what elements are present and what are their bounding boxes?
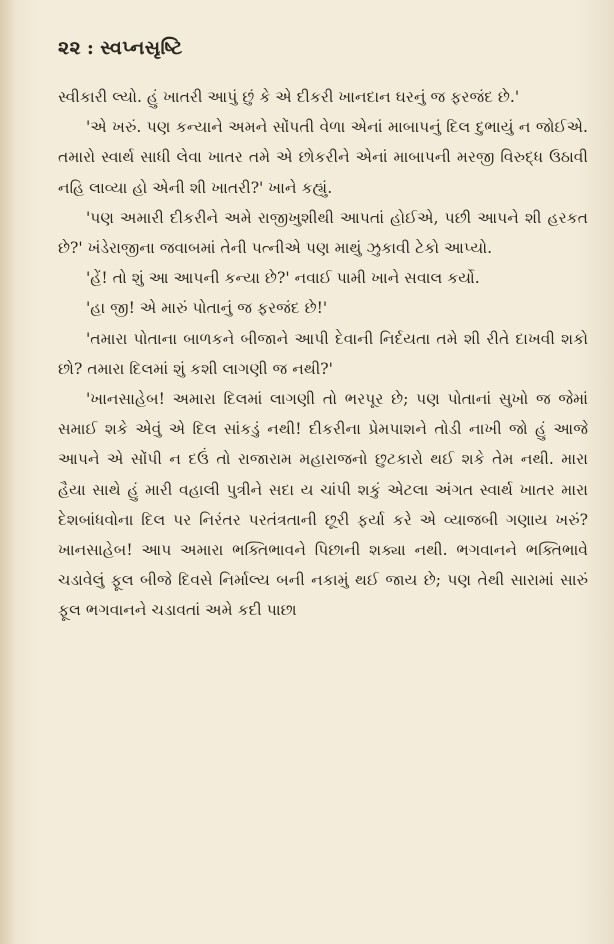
page-number: ૨૨ xyxy=(58,37,81,59)
paragraph-4: 'હેં! તો શું આ આપની કન્યા છે?' નવાઈ પામી ખાને સવાલ કર્યો. xyxy=(86,269,480,288)
binding-shadow xyxy=(0,0,14,944)
body-text xyxy=(58,82,588,626)
paragraph-2: 'એ ખરું. પણ કન્યાને અમને સોંપતી વેળા એનાં માબાપનું દિલ દુભાયું ન જોઈએ. તમારો સ્વાર્થ સાધી લેવા ખાતર તમે એ છોકરીને એનાં માબાપની મરજી વિરુદ્ધ ઉઠાવી નહિ લાવ્યા હો એની શી ખાતરી?' ખાને કહ્યું. xyxy=(58,118,588,197)
paragraph-7: 'ખાનસાહેબ! અમારા દિલમાં લાગણી તો ભરપૂર છે; પણ પોતાનાં સુખો જ જેમાં સમાઈ શકે એવું એ દિલ સાંકડું નથી! દીકરીના પ્રેમપાશને તોડી નાખી જો હું આજે આપને એ સોંપી ન દઉં તો રાજારામ મહારાજનો છુટકારો થઈ શકે તેમ નથી. મારા હૈયા સાથે હું મારી વહાલી પુત્રીને સદા ય ચાંપી શકું એટલા અંગત સ્વાર્થ ખાતર મારા દેશબાંધવોના દિલ પર નિરંતર પરતંત્રતાની છૂરી ફર્યા કરે એ વ્યાજબી ગણાય ખરું? ખાનસાહેબ! આપ અમારા ભક્તિભાવને પિછાની શક્યા નથી. ભગવાનને ભક્તિભાવે ચડાવેલું ફૂલ બીજે દિવસે નિર્માલ્ય બની નકામું થઈ જાય છે; પણ તેથી સારામાં સારું ફૂલ ભગવાનને ચડાવતાં અમે કદી પાછા xyxy=(58,390,588,620)
header-separator: : xyxy=(86,37,95,59)
paragraph-1: સ્વીકારી લ્યો. હું ખાતરી આપું છું કે એ દીકરી ખાનદાન ઘરનું જ ફરજંદ છે.' xyxy=(58,88,520,106)
running-head xyxy=(58,36,588,60)
paragraph-6: 'તમારા પોતાના બાળકને બીજાને આપી દેવાની નિર્દયતા તમે શી રીતે દાખવી શકો છો? તમારા દિલમાં શું કશી લાગણી જ નથી?' xyxy=(58,329,588,378)
paragraph-3: 'પણ અમારી દીકરીને અમે રાજીખુશીથી આપતાં હોઈએ, પછી આપને શી હરકત છે?' ખંડેરાજીના જવાબમાં તેની પત્નીએ પણ માથું ઝુકાવી ટેકો આપ્યો. xyxy=(58,208,588,258)
paragraph-5: 'હા જી! એ મારું પોતાનું જ ફરજંદ છે!' xyxy=(86,299,328,318)
book-title: સ્વપ્નસૃષ્ટિ xyxy=(100,37,183,59)
